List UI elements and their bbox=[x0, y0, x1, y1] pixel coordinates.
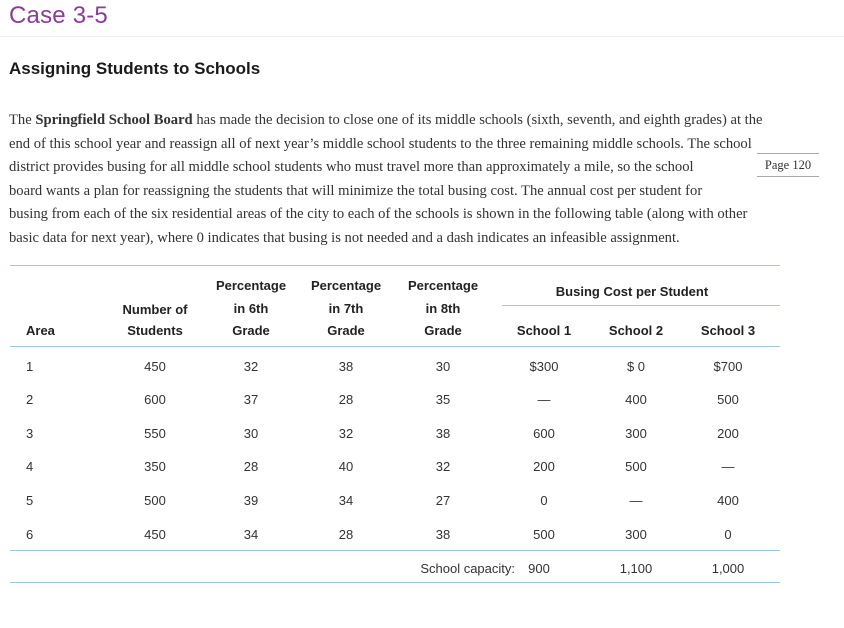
paragraph-line: The Springfield School Board has made the decision to close one of its middle schools (sixth, seventh, and eighth grades) at the bbox=[9, 112, 763, 128]
pct7-cell: 28 bbox=[338, 527, 354, 542]
school1-header: School 1 bbox=[516, 323, 572, 338]
pct7-cell: 40 bbox=[338, 459, 354, 474]
area-cell: 5 bbox=[26, 493, 34, 508]
case-label: Case 3-5 bbox=[9, 2, 108, 29]
school3-cost-cell: 500 bbox=[717, 392, 739, 407]
school3-cost-cell: 400 bbox=[717, 493, 739, 508]
students-cell: 500 bbox=[144, 493, 166, 508]
paragraph-line: busing from each of the six residential areas of the city to each of the schools is shown in the following table (along with other bbox=[9, 206, 748, 223]
students-header-line1: Number of bbox=[122, 302, 188, 317]
area-cell: 3 bbox=[26, 426, 34, 441]
pct8-cell: 32 bbox=[435, 459, 451, 474]
pct7-cell: 28 bbox=[338, 392, 354, 407]
school1-cost-cell: 200 bbox=[533, 459, 555, 474]
pct8-header-line3: Grade bbox=[424, 323, 462, 338]
school2-cost-cell: 300 bbox=[625, 527, 647, 542]
students-header-line2: Students bbox=[127, 323, 183, 338]
school1-capacity: 900 bbox=[528, 561, 550, 576]
pct7-cell: 32 bbox=[338, 426, 354, 441]
school2-cost-cell: — bbox=[629, 493, 643, 508]
school3-cost-cell: 0 bbox=[724, 527, 732, 542]
paragraph-line: end of this school year and reassign all of next year’s middle school students to the three remaining middle schools. The school bbox=[9, 135, 752, 152]
paragraph-line: district provides busing for all middle school students who must travel more than approximately a mile, so the school bbox=[9, 159, 694, 176]
pct6-header-line2: in 6th bbox=[233, 301, 269, 316]
school1-cost-cell: — bbox=[537, 392, 551, 407]
pct8-cell: 27 bbox=[435, 493, 451, 508]
paragraph-line: board wants a plan for reassigning the students that will minimize the total busing cost. The annual cost per student for bbox=[9, 182, 703, 199]
table-bottom-rule bbox=[10, 582, 780, 583]
pct6-cell: 37 bbox=[243, 392, 259, 407]
pct7-cell: 38 bbox=[338, 359, 354, 374]
pct8-header-line2: in 8th bbox=[425, 301, 461, 316]
busing-cost-header: Busing Cost per Student bbox=[555, 284, 709, 299]
case-paragraph bbox=[9, 109, 809, 251]
pct6-cell: 32 bbox=[243, 359, 259, 374]
students-cell: 600 bbox=[144, 392, 166, 407]
pct7-header-line1: Percentage bbox=[310, 278, 382, 293]
pct8-cell: 30 bbox=[435, 359, 451, 374]
pct6-cell: 30 bbox=[243, 426, 259, 441]
pct8-cell: 38 bbox=[435, 527, 451, 542]
area-cell: 4 bbox=[26, 459, 34, 474]
school2-cost-cell: 400 bbox=[625, 392, 647, 407]
pct6-cell: 34 bbox=[243, 527, 259, 542]
school2-cost-cell: $ 0 bbox=[626, 359, 646, 374]
pct7-header-line3: Grade bbox=[327, 323, 365, 338]
table-top-rule bbox=[10, 265, 780, 266]
page-reference: Page 120 bbox=[757, 153, 819, 177]
pct6-cell: 39 bbox=[243, 493, 259, 508]
group-header-rule bbox=[502, 305, 780, 306]
pct8-cell: 38 bbox=[435, 426, 451, 441]
school3-cost-cell: — bbox=[721, 459, 735, 474]
pct6-header-line1: Percentage bbox=[215, 278, 287, 293]
school2-capacity: 1,100 bbox=[619, 561, 653, 576]
pct7-cell: 34 bbox=[338, 493, 354, 508]
school1-cost-cell: 600 bbox=[533, 426, 555, 441]
case-title: Assigning Students to Schools bbox=[9, 59, 261, 78]
pct7-header-line2: in 7th bbox=[328, 301, 364, 316]
pct6-cell: 28 bbox=[243, 459, 259, 474]
header-bottom-rule bbox=[10, 346, 780, 347]
students-cell: 550 bbox=[144, 426, 166, 441]
school3-capacity: 1,000 bbox=[711, 561, 745, 576]
area-cell: 1 bbox=[26, 359, 34, 374]
students-cell: 450 bbox=[144, 527, 166, 542]
school2-cost-cell: 500 bbox=[625, 459, 647, 474]
paragraph-line: basic data for next year), where 0 indicates that busing is not needed and a dash indicates an infeasible assignment. bbox=[9, 229, 680, 246]
capacity-label: School capacity: bbox=[420, 561, 515, 576]
students-cell: 450 bbox=[144, 359, 166, 374]
header-divider bbox=[0, 36, 844, 37]
area-cell: 2 bbox=[26, 392, 34, 407]
school1-cost-cell: $300 bbox=[529, 359, 559, 374]
area-header: Area bbox=[26, 323, 55, 338]
school1-cost-cell: 0 bbox=[540, 493, 548, 508]
area-cell: 6 bbox=[26, 527, 34, 542]
school3-cost-cell: $700 bbox=[713, 359, 743, 374]
students-cell: 350 bbox=[144, 459, 166, 474]
school2-header: School 2 bbox=[608, 323, 664, 338]
school3-header: School 3 bbox=[700, 323, 756, 338]
pct8-header-line1: Percentage bbox=[407, 278, 479, 293]
school3-cost-cell: 200 bbox=[717, 426, 739, 441]
pct6-header-line3: Grade bbox=[232, 323, 270, 338]
school1-cost-cell: 500 bbox=[533, 527, 555, 542]
pct8-cell: 35 bbox=[435, 392, 451, 407]
school2-cost-cell: 300 bbox=[625, 426, 647, 441]
school-board-name: Springfield School Board bbox=[35, 112, 193, 128]
body-bottom-rule bbox=[10, 550, 780, 551]
